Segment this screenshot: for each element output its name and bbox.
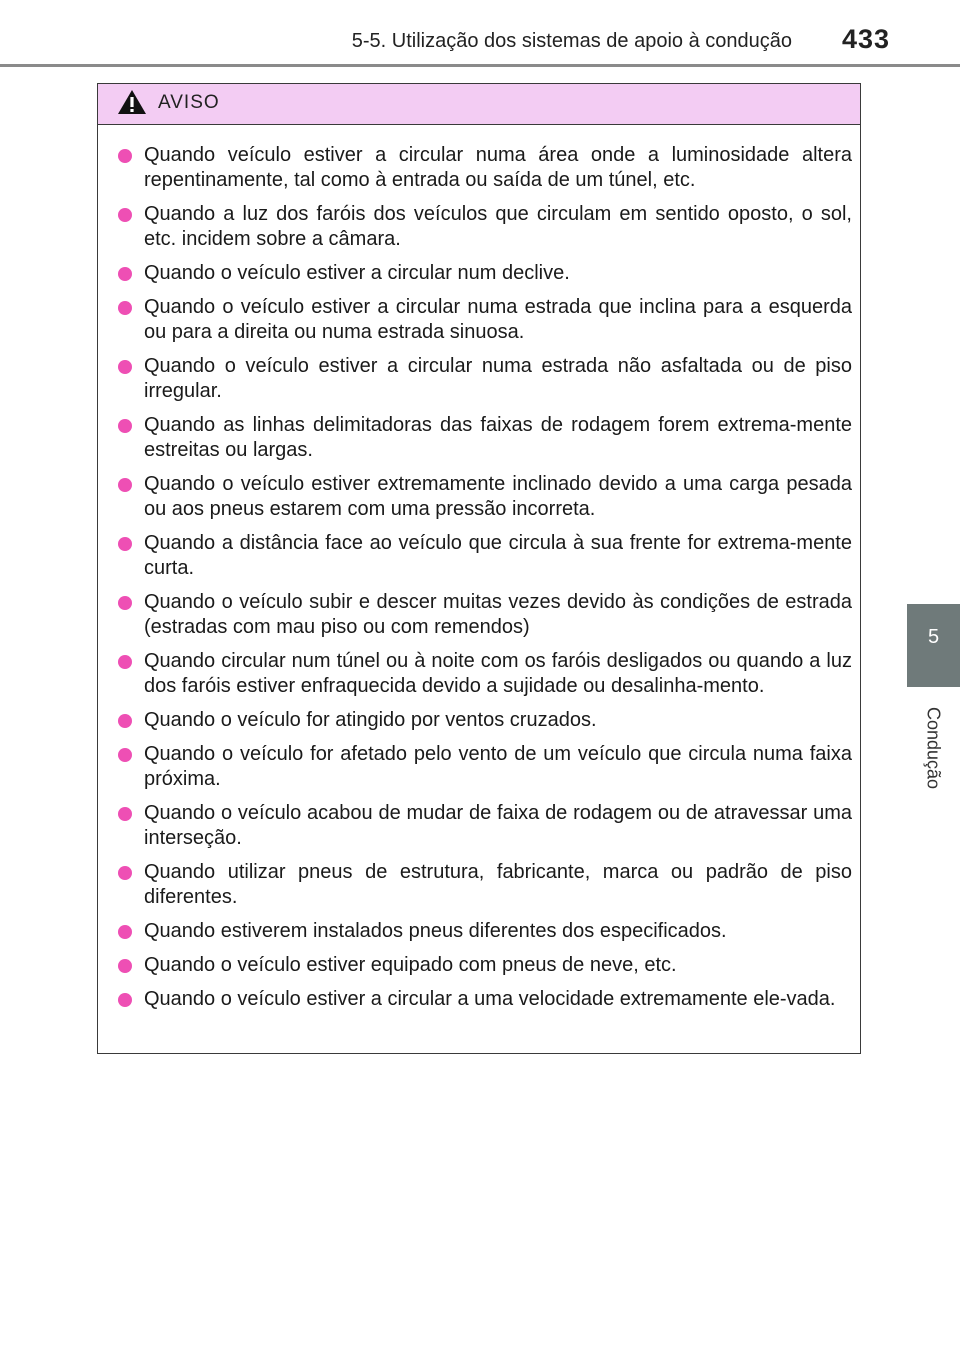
- warning-box: [97, 83, 861, 1054]
- list-item-text: Quando o veículo for afetado pelo vento de um veículo que circula numa faixa próxima.: [144, 743, 852, 790]
- bullet-icon: [118, 267, 132, 281]
- warning-title: AVISO: [158, 92, 220, 113]
- list-item-text: Quando a luz dos faróis dos veículos que circulam em sentido oposto, o sol, etc. incidem sobre a câmara.: [144, 203, 852, 250]
- bullet-icon: [118, 959, 132, 973]
- list-item: [114, 708, 852, 733]
- list-item: [114, 261, 852, 286]
- list-item-text: Quando a distância face ao veículo que circula à sua frente for extrema-mente curta.: [144, 532, 852, 579]
- bullet-icon: [118, 360, 132, 374]
- list-item: [114, 472, 852, 522]
- list-item: [114, 742, 852, 792]
- list-item: [114, 143, 852, 193]
- list-item-text: Quando estiverem instalados pneus diferentes dos especificados.: [144, 920, 727, 942]
- bullet-icon: [118, 419, 132, 433]
- list-item-text: Quando utilizar pneus de estrutura, fabricante, marca ou padrão de piso diferentes.: [144, 861, 852, 908]
- chapter-tab-label: Condução: [923, 706, 944, 790]
- bullet-icon: [118, 748, 132, 762]
- list-item-text: Quando o veículo estiver a circular a uma velocidade extremamente ele-vada.: [144, 988, 836, 1010]
- list-item-text: Quando o veículo for atingido por ventos cruzados.: [144, 709, 597, 731]
- list-item: [114, 202, 852, 252]
- bullet-icon: [118, 714, 132, 728]
- bullet-icon: [118, 537, 132, 551]
- list-item-text: Quando o veículo estiver extremamente inclinado devido a uma carga pesada ou aos pneus estarem com uma pressão incorreta.: [144, 473, 852, 520]
- warning-triangle-icon: [117, 89, 147, 115]
- bullet-icon: [118, 149, 132, 163]
- bullet-icon: [118, 478, 132, 492]
- warning-list: [98, 125, 860, 1012]
- list-item: [114, 801, 852, 851]
- list-item: [114, 413, 852, 463]
- bullet-icon: [118, 807, 132, 821]
- list-item: [114, 649, 852, 699]
- list-item: [114, 531, 852, 581]
- list-item: [114, 953, 852, 978]
- warning-header: [98, 84, 860, 125]
- chapter-tab-number: 5: [927, 626, 940, 648]
- list-item-text: Quando o veículo estiver a circular numa estrada que inclina para a esquerda ou para a direita ou numa estrada sinuosa.: [144, 296, 852, 343]
- page-number: 433: [841, 24, 890, 54]
- list-item: [114, 987, 852, 1012]
- list-item: [114, 860, 852, 910]
- bullet-icon: [118, 993, 132, 1007]
- chapter-tab: [907, 604, 960, 687]
- bullet-icon: [118, 596, 132, 610]
- list-item-text: Quando o veículo subir e descer muitas vezes devido às condições de estrada (estradas com mau piso ou com remendos): [144, 591, 852, 638]
- list-item-text: Quando veículo estiver a circular numa área onde a luminosidade altera repentinamente, tal como à entrada ou saída de um túnel, etc.: [144, 144, 852, 191]
- bullet-icon: [118, 655, 132, 669]
- bullet-icon: [118, 866, 132, 880]
- list-item: [114, 354, 852, 404]
- section-title: 5-5. Utilização dos sistemas de apoio à condução: [351, 30, 792, 52]
- bullet-icon: [118, 301, 132, 315]
- bullet-icon: [118, 208, 132, 222]
- list-item-text: Quando o veículo estiver a circular num declive.: [144, 262, 570, 284]
- list-item-text: Quando o veículo estiver a circular numa estrada não asfaltada ou de piso irregular.: [144, 355, 852, 402]
- bullet-icon: [118, 925, 132, 939]
- list-item-text: Quando o veículo estiver equipado com pneus de neve, etc.: [144, 954, 677, 976]
- list-item: [114, 919, 852, 944]
- list-item-text: Quando circular num túnel ou à noite com os faróis desligados ou quando a luz dos faróis estiver enfraquecida devido a sujidade ou desalinha-mento.: [144, 650, 852, 697]
- list-item: [114, 295, 852, 345]
- list-item-text: Quando as linhas delimitadoras das faixas de rodagem forem extrema-mente estreitas ou largas.: [144, 414, 852, 461]
- header-divider: [0, 64, 960, 67]
- list-item: [114, 590, 852, 640]
- list-item-text: Quando o veículo acabou de mudar de faixa de rodagem ou de atravessar uma interseção.: [144, 802, 852, 849]
- page-header: [0, 0, 960, 68]
